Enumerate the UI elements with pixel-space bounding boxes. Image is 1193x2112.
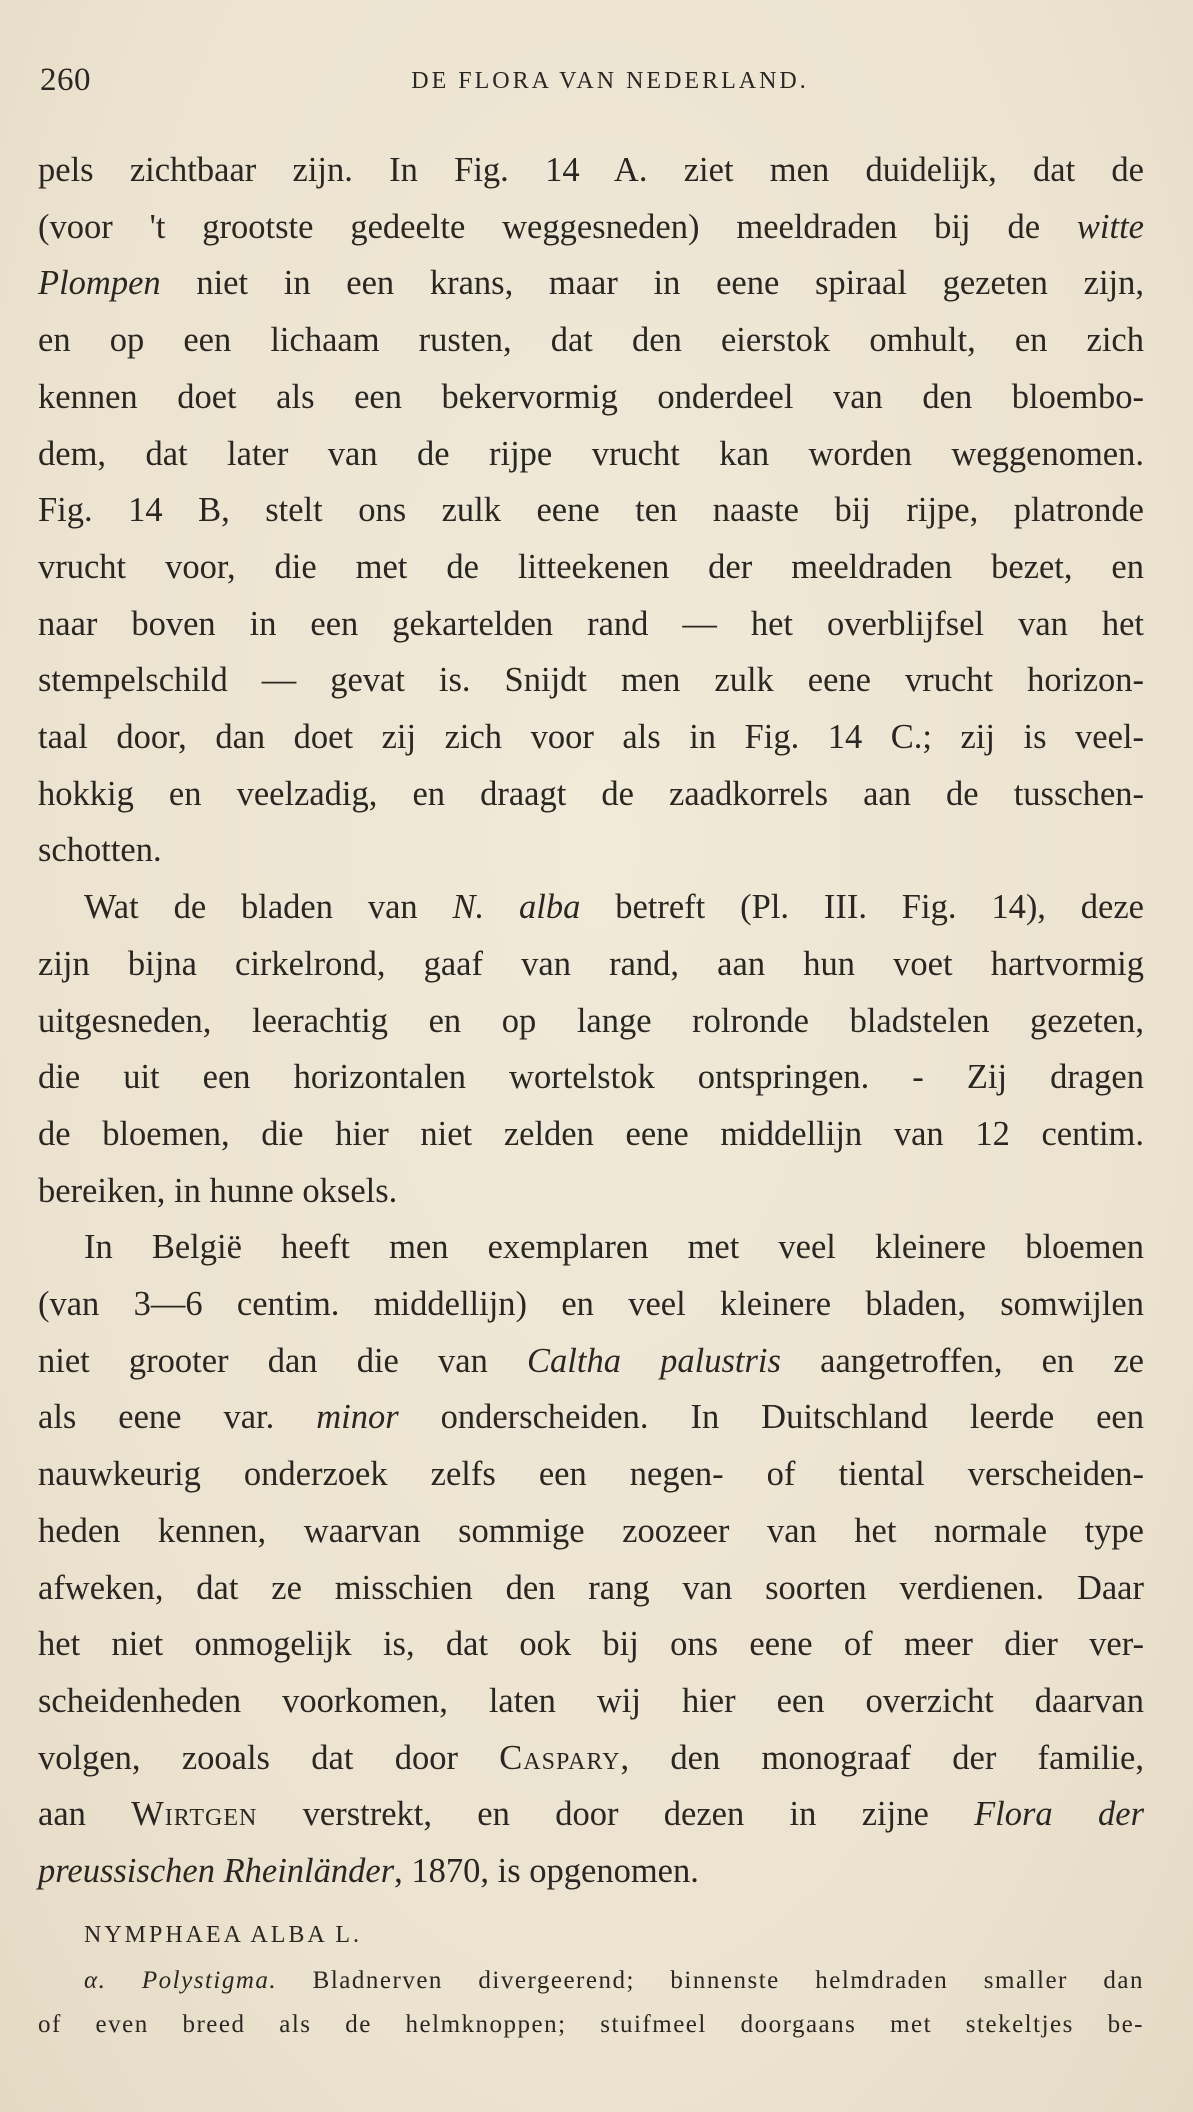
text-line: kennen doet als een bekervormig onderdeel van den bloembo- <box>38 377 1144 416</box>
page-number: 260 <box>40 62 91 98</box>
running-title: DE FLORA VAN NEDERLAND. <box>411 68 809 94</box>
text-line: dem, dat later van de rijpe vrucht kan worden weggenomen. <box>38 434 1144 473</box>
text-line: pels zichtbaar zijn. In Fig. 14 A. ziet men duidelijk, dat de <box>38 151 1144 189</box>
text-line: of even breed als de helmknoppen; stuifmeel doorgaans met stekeltjes be- <box>38 2011 1144 2038</box>
text-span: Bladnerven divergeerend; binnenste helmdraden smaller dan <box>277 1967 1144 1994</box>
paragraph-1 <box>38 142 1144 879</box>
text-span: niet in een krans, maar in eene spiraal gezeten zijn, <box>160 264 1144 303</box>
text-line: die uit een horizontalen wortelstok ontspringen. - Zij dragen <box>38 1058 1144 1097</box>
text-line: schotten. <box>38 831 162 870</box>
text-line: naar boven in een gekartelden rand — het overblijfsel van het <box>38 604 1144 643</box>
text-line: Fig. 14 B, stelt ons zulk eene ten naaste bij rijpe, platronde <box>38 491 1144 530</box>
text-line: afweken, dat ze misschien den rang van soorten verdienen. Daar <box>38 1568 1144 1607</box>
body-text <box>38 142 1144 1900</box>
text-span: onderscheiden. In Duitschland leerde een <box>398 1398 1144 1437</box>
species-section <box>38 1922 1144 2047</box>
italic-term: Caltha palustris <box>527 1341 781 1380</box>
text-line: zijn bijna cirkelrond, gaaf van rand, aan hun voet hartvormig <box>38 944 1144 983</box>
text-span: aangetroffen, en ze <box>780 1341 1144 1380</box>
variety-name: Polystigma. <box>141 1967 278 1994</box>
text-line: het niet onmogelijk is, dat ook bij ons eene of meer dier ver- <box>38 1625 1144 1664</box>
text-line <box>38 1730 1144 1787</box>
text-line <box>38 1333 1144 1390</box>
text-span: betreft (Pl. III. Fig. 14), deze <box>580 888 1144 927</box>
italic-term: witte <box>1076 207 1144 246</box>
text-line <box>38 1843 1144 1900</box>
italic-title: Flora der <box>974 1795 1144 1834</box>
italic-term: Plompen <box>38 264 161 303</box>
text-span: , den monograaf der familie, <box>620 1738 1144 1777</box>
text-line <box>38 255 1144 312</box>
text-line: taal door, dan doet zij zich voor als in Fig. 14 C.; zij is veel- <box>38 718 1144 757</box>
text-line: heden kennen, waarvan sommige zoozeer van het normale type <box>38 1511 1144 1550</box>
text-line: hokkig en veelzadig, en draagt de zaadkorrels aan de tusschen- <box>38 774 1144 813</box>
paragraph-2 <box>38 879 1144 1219</box>
text-line: stempelschild — gevat is. Snijdt men zulk eene vrucht horizon- <box>38 661 1144 700</box>
author-name: Wirtgen <box>131 1795 258 1834</box>
page-header <box>40 62 1140 112</box>
text-span: Wat de bladen van <box>84 888 453 927</box>
text-line <box>38 879 1144 936</box>
text-line <box>38 1786 1144 1843</box>
author-name: Caspary <box>499 1738 621 1777</box>
text-line <box>38 1389 1144 1446</box>
italic-title: preussischen Rheinländer <box>38 1852 395 1891</box>
variety-marker: α. <box>84 1967 107 1994</box>
text-span: , 1870, is opgenomen. <box>394 1852 699 1891</box>
text-line: (van 3—6 centim. middellijn) en veel kleinere bladen, somwijlen <box>38 1285 1144 1324</box>
text-span: volgen, zooals dat door <box>38 1738 500 1777</box>
paragraph-3 <box>38 1219 1144 1899</box>
text-span: niet grooter dan die van <box>38 1341 528 1380</box>
text-line: nauwkeurig onderzoek zelfs een negen- of tiental verscheiden- <box>38 1455 1144 1494</box>
text-line <box>38 199 1144 256</box>
variety-description <box>38 1959 1144 2047</box>
text-line <box>38 1959 1144 2003</box>
text-line: uitgesneden, leerachtig en op lange rolronde bladstelen gezeten, <box>38 1001 1144 1040</box>
text-span: (voor 't grootste gedeelte weggesneden) meeldraden bij de <box>38 207 1077 246</box>
text-line: de bloemen, die hier niet zelden eene middellijn van 12 centim. <box>38 1114 1144 1153</box>
text-line: scheidenheden voorkomen, laten wij hier een overzicht daarvan <box>38 1681 1144 1720</box>
italic-term: N. alba <box>452 888 581 927</box>
text-line: vrucht voor, die met de litteekenen der meeldraden bezet, en <box>38 547 1144 586</box>
text-span: aan <box>38 1795 132 1834</box>
text-line: bereiken, in hunne oksels. <box>38 1171 398 1210</box>
text-span: verstrekt, en door dezen in zijne <box>257 1795 975 1834</box>
text-span: als eene var. <box>38 1398 317 1437</box>
text-line: In België heeft men exemplaren met veel kleinere bloemen <box>84 1228 1144 1267</box>
text-line: en op een lichaam rusten, dat den eierstok omhult, en zich <box>38 321 1144 360</box>
italic-term: minor <box>316 1398 399 1437</box>
species-title: NYMPHAEA ALBA L. <box>84 1922 363 1948</box>
